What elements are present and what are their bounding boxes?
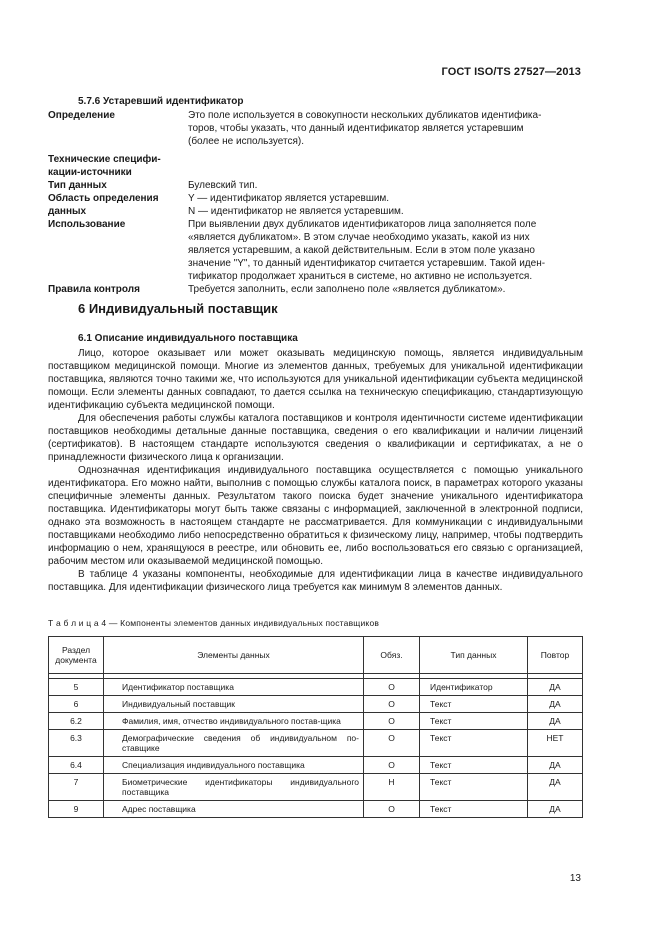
col-header-elements: Элементы данных [104,637,364,674]
table-row [49,713,583,730]
description-line: При выявлении двух дубликатов идентификаторов лица заполняется поле [188,219,537,230]
document-code-header: ГОСТ ISO/TS 27527—2013 [441,66,581,78]
section-5-7-6 [48,95,583,296]
definition-row [48,192,583,218]
cell-repeat: ДА [528,801,583,818]
term-technical-specs: Технические специфи-кации-источники [48,154,161,178]
paragraph: Лицо, которое оказывает или может оказывать медицинскую помощь, является индивидуальным поставщиком медицинской помощи. Многие из элементов данных, требуемых для уникальной идентификации поставщика, являются точно такими же, что используются для уникальной идентификации субъекта медицинской помощи. Если элементы данных совпадают, то дается ссылка на техническую спецификацию, стандартизующую идентификацию субъекта медицинской помощи. [48,348,583,411]
description-line: (более не используется). [188,136,304,147]
table-row [49,801,583,818]
cell-section: 9 [49,801,104,818]
table-4 [48,636,583,818]
term-value-domain: Область определения данных [48,193,159,217]
cell-section: 6.2 [49,713,104,730]
cell-repeat: ДА [528,774,583,801]
col-header-section: Раздел документа [49,637,104,674]
cell-element: Индивидуальный поставщик [104,696,364,713]
cell-type: Текст [420,696,528,713]
page-number: 13 [569,873,581,884]
description [188,283,583,296]
definition-row [48,283,583,296]
description-line: Y — идентификатор является устаревшим. [188,193,390,204]
table-row [49,757,583,774]
col-header-repeat: Повтор [528,637,583,674]
cell-section: 6.3 [49,730,104,757]
cell-section: 7 [49,774,104,801]
cell-required: Н [364,774,420,801]
section-6-1-body [48,347,583,594]
cell-required: О [364,713,420,730]
description [188,192,583,218]
description-line: значение "Y", то данный идентификатор считается устаревшим. Такой иден- [188,258,546,269]
definition-row [48,109,583,148]
paragraph: Однозначная идентификация индивидуального поставщика осуществляется с помощью уникального идентификатора. Его можно найти, выполнив с помощью службы каталога поиск, в параметрах которого указаны специфичные элементы данных. Результатом такого поиска будет значение уникального идентификатора поставщика. Идентификаторы могут быть также связаны с информацией, заключенной в электронной подписи, однако эта возможность в настоящем стандарте не рассматривается. Для коммуникации с индивидуальными поставщиками необходимо либо непосредственно обратиться к физическому лицу, например, чтобы подтвердить информацию о нем, хранящуюся в реестре, или обновить ее, либо воспользоваться его связью с организацией, рабочим местом или оказываемой медицинской помощью. [48,465,583,567]
description-line: Булевский тип. [188,180,258,191]
cell-type: Текст [420,774,528,801]
cell-repeat: ДА [528,696,583,713]
cell-repeat: ДА [528,713,583,730]
paragraph: В таблице 4 указаны компоненты, необходимые для идентификации лица в качестве индивидуального поставщика. Для идентификации физического лица требуется как минимум 8 элементов данных. [48,569,583,593]
cell-section: 5 [49,679,104,696]
cell-required: О [364,730,420,757]
cell-type: Текст [420,801,528,818]
table-row [49,774,583,801]
definition-row [48,218,583,283]
cell-repeat: ДА [528,757,583,774]
col-header-required: Обяз. [364,637,420,674]
cell-element: Специализация индивидуального поставщика [104,757,364,774]
section-6-1-heading: 6.1 Описание индивидуального поставщика [78,333,298,344]
section-6-heading: 6 Индивидуальный поставщик [78,301,278,316]
description [188,218,583,283]
cell-repeat: ДА [528,679,583,696]
term-definition: Определение [48,110,115,121]
cell-section: 6 [49,696,104,713]
description [188,153,583,179]
description-line: N — идентификатор не является устаревшим. [188,206,404,217]
cell-element: Демографические сведения об индивидуальном по-ставщике [104,730,364,757]
col-header-type: Тип данных [420,637,528,674]
description [188,179,583,192]
description-line: является устаревшим, а какой действительным. Если в этом поле указано [188,245,535,256]
description [188,109,583,148]
cell-element: Идентификатор поставщика [104,679,364,696]
cell-element: Адрес поставщика [104,801,364,818]
cell-required: О [364,696,420,713]
term-usage: Использование [48,219,126,230]
cell-type: Текст [420,713,528,730]
term-data-type: Тип данных [48,180,107,191]
paragraph: Для обеспечения работы службы каталога поставщиков и контроля идентичности системе идентификации поставщиков необходимы детальные данные поставщика, сведения о его квалификации и наличии лицензий (сертификатов). В настоящем стандарте используются сведения о квалификации и сертификатах, а не о принадлежности физического лица к организации. [48,413,583,463]
cell-element: Фамилия, имя, отчество индивидуального постав-щика [104,713,364,730]
cell-repeat: НЕТ [528,730,583,757]
definition-row [48,179,583,192]
cell-required: О [364,801,420,818]
cell-type: Идентификатор [420,679,528,696]
table-row [49,696,583,713]
cell-required: О [364,757,420,774]
definition-row [48,153,583,179]
description-line: тификатор продолжает храниться в системе, но активно не используется. [188,271,533,282]
term-control-rules: Правила контроля [48,284,140,295]
section-title: 5.7.6 Устаревший идентификатор [78,96,244,107]
cell-type: Текст [420,730,528,757]
table-row [49,730,583,757]
description-line: Это поле используется в совокупности нескольких дубликатов идентифика- [188,110,542,121]
table-header-row [49,637,583,674]
cell-element: Биометрические идентификаторы индивидуального поставщика [104,774,364,801]
description-line: «является дубликатом». В этом случае необходимо указать, какой из них [188,232,530,243]
cell-type: Текст [420,757,528,774]
description-line: торов, чтобы указать, что данный идентификатор является устаревшим [188,123,524,134]
cell-section: 6.4 [49,757,104,774]
description-line: Требуется заполнить, если заполнено поле «является дубликатом». [188,284,506,295]
cell-required: О [364,679,420,696]
table-4-caption: Т а б л и ц а 4 — Компоненты элементов данных индивидуальных поставщиков [48,618,380,628]
table-row [49,679,583,696]
